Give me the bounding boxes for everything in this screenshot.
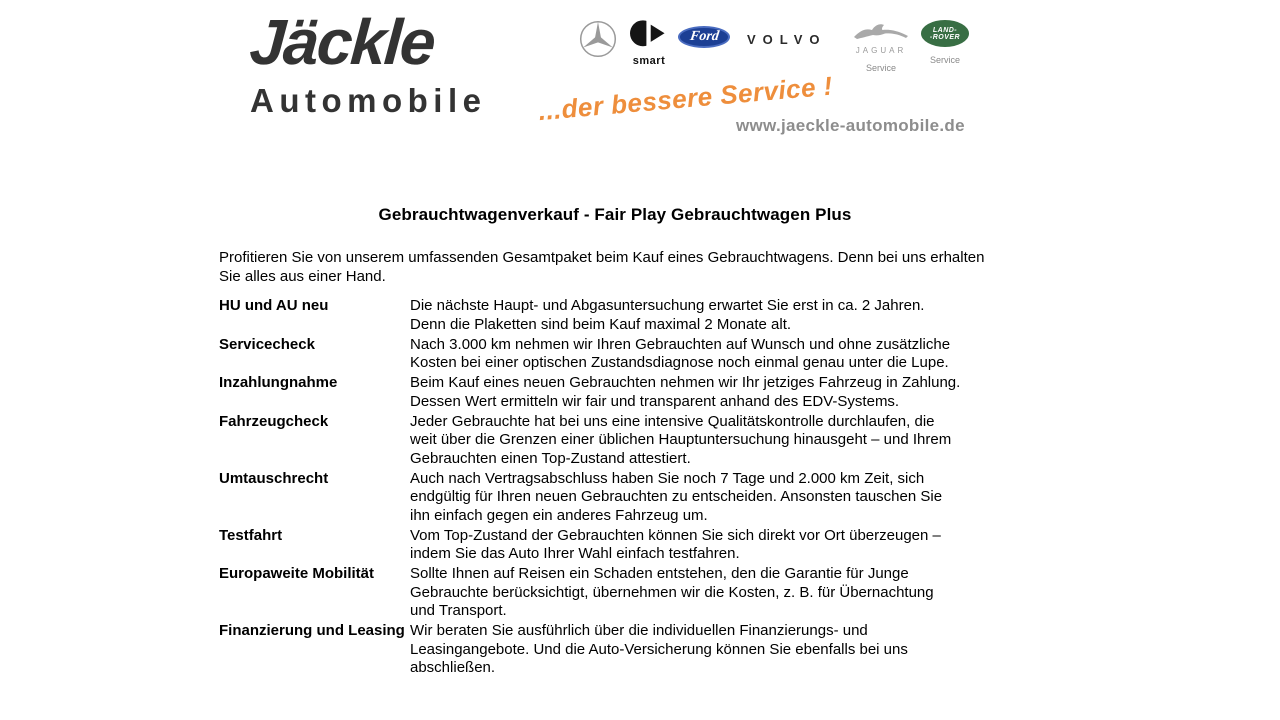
feature-row-inzahlungnahme [219,374,1011,411]
smart-logo-label: smart [632,55,666,67]
feature-description: Die nächste Haupt- und Abgasuntersuchung erwartet Sie erst in ca. 2 Jahren. Denn die Plaketten sind beim Kauf maximal 2 Monate alt. [410,297,925,333]
volvo-logo [747,31,827,49]
site-header [0,0,1280,150]
land-rover-service-caption: Service [929,55,960,65]
feature-row-europaweite-mobilitaet [219,565,1011,621]
jaguar-logo [851,22,911,73]
main-content [219,205,1011,678]
feature-description: Jeder Gebrauchte hat bei uns eine intensive Qualitätskontrolle durchlaufen, die weit über die Grenzen einer üblichen Hauptuntersuchung hinausgeht – und Ihrem Gebrauchten einen Top-Zustand attestiert. [410,412,952,467]
feature-row-finanzierung-leasing [219,622,1011,678]
ford-logo [678,26,730,48]
feature-term: Testfahrt [219,526,283,544]
smart-icon [630,37,668,54]
feature-term: Finanzierung und Leasing [219,622,405,639]
mercedes-star-icon [579,45,617,62]
feature-term: HU und AU neu [219,297,329,314]
jaeckle-logo [247,6,540,120]
feature-row-umtauschrecht [219,470,1011,526]
tagline: ...der bessere Service ! [537,70,834,127]
land-rover-oval-icon [921,20,969,47]
land-rover-logo [921,20,969,65]
logo-text-jaeckle: Jäckle [247,6,437,78]
jaguar-service-caption: Service [865,63,896,73]
land-rover-label-top: LAND- [932,26,958,34]
feature-description: Vom Top-Zustand der Gebrauchten können Sie sich direkt vor Ort überzeugen – indem Sie das Auto Ihrer Wahl einfach testfahren. [410,526,941,562]
feature-description: Nach 3.000 km nehmen wir Ihren Gebrauchten auf Wunsch und ohne zusätzliche Kosten bei einer optischen Zustandsdiagnose noch einmal genau unter die Lupe. [410,335,951,371]
feature-description: Sollte Ihnen auf Reisen ein Schaden entstehen, den die Garantie für Junge Gebrauchte berücksichtigt, übernehmen wir die Kosten, z. B. für Übernachtung und Transport. [410,565,934,619]
feature-description: Auch nach Vertragsabschluss haben Sie noch 7 Tage und 2.000 km Zeit, sich endgültig für Ihren neuen Gebrauchten zu entscheiden. Ansonsten tauschen Sie ihn einfach gegen ein anderes Fahrzeug um. [410,469,943,524]
feature-term: Servicecheck [219,335,315,353]
feature-description: Wir beraten Sie ausführlich über die individuellen Finanzierungs- und Leasingangebote. Und die Auto-Versicherung können Sie ebenfalls bei uns abschließen. [410,622,908,676]
feature-list [219,297,1011,678]
feature-term: Inzahlungnahme [219,374,338,391]
feature-row-hu-au [219,297,1011,334]
jaguar-logo-label: JAGUAR [855,46,907,55]
land-rover-label-bottom: -ROVER [929,33,961,41]
feature-term: Umtauschrecht [219,469,329,487]
page-title: Gebrauchtwagenverkauf - Fair Play Gebrauchtwagen Plus [378,205,852,224]
mercedes-logo [579,20,617,63]
feature-row-testfahrt [219,527,1011,564]
ford-oval-icon [678,26,730,48]
logo-text-automobile: Automobile [250,82,487,119]
website-url: www.jaeckle-automobile.de [736,116,965,135]
feature-term: Europaweite Mobilität [219,565,375,582]
ford-logo-label: Ford [688,29,720,44]
feature-row-servicecheck [219,336,1011,373]
feature-term: Fahrzeugcheck [219,412,329,430]
intro-paragraph: Profitieren Sie von unserem umfassenden Gesamtpaket beim Kauf eines Gebrauchtwagens. Denn bei uns erhalten Sie alles aus einer Hand. [219,249,985,285]
feature-description: Beim Kauf eines neuen Gebrauchten nehmen wir Ihr jetziges Fahrzeug in Zahlung. Dessen Wert ermitteln wir fair und transparent anhand des EDV-Systems. [410,374,961,410]
jaguar-cat-icon [853,27,909,44]
smart-logo [630,20,668,67]
feature-row-fahrzeugcheck [219,413,1011,469]
volvo-logo-label: VOLVO [747,32,827,47]
